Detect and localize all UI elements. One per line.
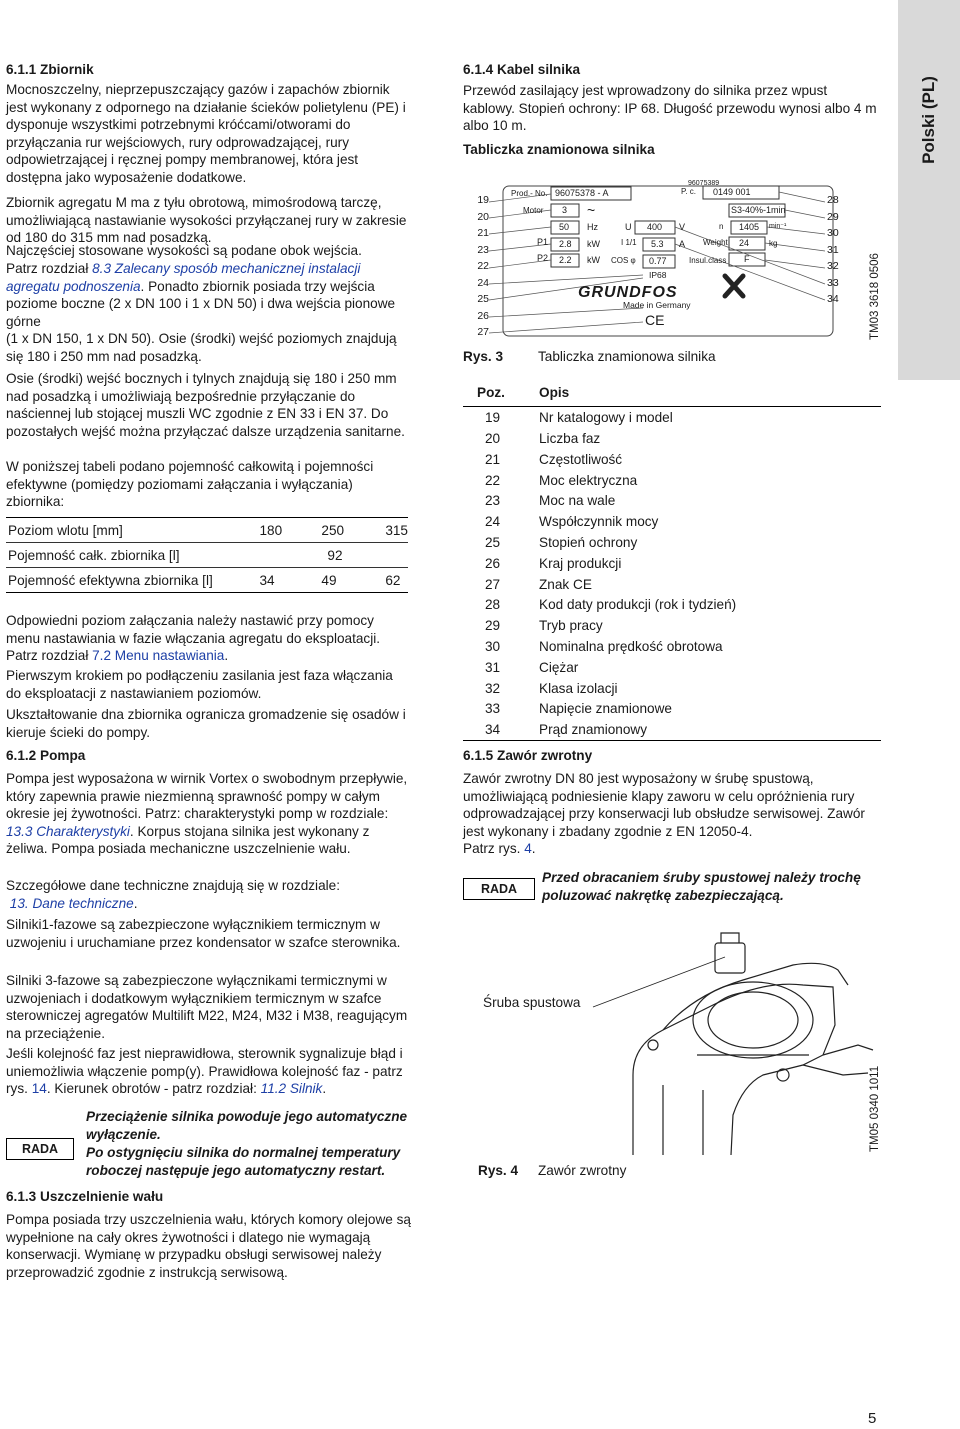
paragraph-phase-order <box>6 1045 411 1098</box>
check-valve-figure <box>463 925 881 1160</box>
callout: 25 <box>477 293 489 305</box>
table-row <box>463 594 881 615</box>
plate-ip-value: IP68 <box>649 270 667 280</box>
cell: Nr katalogowy i model <box>539 410 673 426</box>
cell: 20 <box>485 430 501 446</box>
cell: Kod daty produkcji (rok i tydzień) <box>539 597 737 613</box>
text: Patrz rozdział <box>6 261 93 276</box>
text: . Korpus stojana silnika jest wykonany z żeliwa. Pompa posiada mechaniczne uszczelnienie wału. <box>6 823 370 857</box>
cell: 27 <box>485 576 501 592</box>
nameplate-svg <box>463 180 883 345</box>
warning-line-1: Przeciążenie silnika powoduje jego automatyczne wyłączenie. <box>86 1109 408 1142</box>
callout: 26 <box>477 309 489 322</box>
callout: 30 <box>827 227 839 239</box>
text: . <box>531 841 536 857</box>
cell: 23 <box>485 493 501 509</box>
table-row <box>6 543 408 568</box>
plate-n-unit: min⁻¹ <box>769 223 787 230</box>
callout: 28 <box>827 194 839 206</box>
callout: 27 <box>477 326 489 338</box>
cell: Znak CE <box>539 576 592 592</box>
cell <box>383 543 408 568</box>
paragraph-bottom-shape: Ukształtowanie dna zbiornika ogranicza gromadzenie się osadów i kieruje ścieki do pompy. <box>6 707 406 740</box>
tm-code-valve: TM05 0340 1011 <box>869 1065 881 1152</box>
nameplate-left-numbers <box>463 192 489 341</box>
cell: 22 <box>485 472 501 488</box>
callout: 34 <box>827 293 839 305</box>
header-cell: Opis <box>539 382 881 406</box>
cell: 32 <box>485 680 501 696</box>
paragraph-tech-data <box>6 877 411 912</box>
plate-n-label: n <box>719 222 724 231</box>
paragraph-tank-4 <box>6 260 411 366</box>
heading-612: 6.1.2 Pompa <box>6 748 86 763</box>
rada-badge-2: RADA <box>463 878 535 900</box>
text: Pompa jest wyposażona w wirnik Vortex o swobodnym przepływie, który zapewnia prawie niezmienną sprawność pompy w całym okresie jej żywotności. Patrz: charakterystyki pomp w rozdziale: <box>6 771 408 822</box>
cell: Współczynnik mocy <box>539 514 659 530</box>
paragraph-shaft-seal: Pompa posiada trzy uszczelnienia wału, których komory olejowe są wypełnione na cały okres żywotności i dlatego nie wymagają konserwacji. Wymianę w przypadku obsługi serwisowej należy przeprowadzić zgodnie z instrukcją serwisową. <box>6 1212 411 1280</box>
plate-p2-unit: kW <box>587 255 600 265</box>
cell: 19 <box>485 410 501 426</box>
text: . <box>224 648 229 664</box>
link-section-13[interactable]: 13. Dane techniczne <box>9 895 134 911</box>
table-row <box>463 511 881 532</box>
text: Szczegółowe dane techniczne znajdują się w rozdziale: <box>6 878 340 893</box>
paragraph-check-valve <box>463 770 881 858</box>
plate-kg-unit: kg <box>769 239 778 248</box>
cell: Moc na wale <box>539 493 616 509</box>
paragraph-pump <box>6 770 411 858</box>
table-row <box>463 552 881 573</box>
paragraph-tank-3: Najczęściej stosowane wysokości są podane obok wejścia. <box>6 243 362 258</box>
language-tab-text-wrap <box>898 0 960 380</box>
link-section-72[interactable]: 7.2 Menu nastawiania <box>92 648 225 664</box>
grundfos-logo: GRUNDFOS <box>578 284 678 301</box>
cell: Nominalna prędkość obrotowa <box>539 638 723 654</box>
heading-611: 6.1.1 Zbiornik <box>6 62 94 77</box>
plate-u-value: 400 <box>647 222 663 232</box>
plate-made-in: Made in Germany <box>623 300 691 310</box>
cell: 62 <box>383 568 408 593</box>
text: (1 x DN 150, 1 x DN 50). Osie (środki) wejść poziomych znajdują się 180 i 250 mm nad posadzką. <box>6 331 397 364</box>
plate-pc-label: P. c. <box>681 187 696 196</box>
cell: 34 <box>463 719 539 740</box>
cell: 250 <box>319 518 383 543</box>
text: Zawór zwrotny DN 80 jest wyposażony w śrubę spustową, umożliwiającą podniesienie klapy zaworu w celu opróżnienia rury odprowadzającej przy konserwacji lub obsłudze serwisowej. Zawór jest wykonany i zbadany zgodnie z EN 12050-4. <box>463 771 865 839</box>
plate-u-label: U <box>625 222 632 232</box>
callout: 31 <box>827 243 839 256</box>
plate-p2-value: 2.2 <box>559 255 572 265</box>
cell: Pojemność efektywna zbiornika [l] <box>6 568 258 593</box>
plate-motor-label: Motor <box>523 206 544 215</box>
cell: Częstotliwość <box>539 451 623 467</box>
check-valve-svg <box>463 925 881 1160</box>
drain-screw-label: Śruba spustowa <box>483 995 581 1010</box>
cell: 24 <box>485 514 501 530</box>
plate-weight-label: Weight <box>703 238 728 247</box>
text: Jeśli kolejność faz jest nieprawidłowa, sterownik sygnalizuje błąd i uniemożliwia włączenie pomp(y). Prawidłowa kolejność faz - patrz rys. <box>6 1046 403 1097</box>
figure-3-number: Rys. 3 <box>463 349 504 364</box>
plate-p1-unit: kW <box>587 239 600 249</box>
plate-prod-label: Prod.- No. <box>511 189 548 198</box>
callout: 21 <box>477 227 489 239</box>
plate-cos-value: 0.77 <box>649 256 667 266</box>
cell: Liczba faz <box>539 430 601 446</box>
plate-p1-label: P1 <box>537 237 549 247</box>
link-section-112[interactable]: 11.2 Silnik <box>260 1081 323 1097</box>
plate-n-value: 1405 <box>739 222 760 232</box>
plate-i-value: 5.3 <box>651 239 664 249</box>
cell: 29 <box>485 618 501 634</box>
plate-motor-value: 3 <box>562 205 568 215</box>
link-figure-4[interactable]: 4 <box>524 841 532 857</box>
plate-s3-value: S3-40%-1min <box>731 205 786 215</box>
table-row <box>463 406 881 427</box>
table-row <box>463 490 881 511</box>
callout: 24 <box>477 276 489 289</box>
paragraph-tank-5: Osie (środki) wejść bocznych i tylnych znajdują się 180 i 250 mm nad posadzką i umożliwiają bezpośrednie przyłączanie do naściennej lub stojącej muszli WC zgodnie z EN 33 i EN 37. Do pozostałych wejść można przyłączać dalsze urządzenia sanitarne. <box>6 371 405 439</box>
callout: 33 <box>827 276 839 289</box>
position-table <box>463 382 881 741</box>
paragraph-first-step: Pierwszym krokiem po podłączeniu zasilania jest faza włączania do eksploatacji z nastawianiem poziomów. <box>6 668 393 701</box>
callout: 19 <box>477 194 489 206</box>
text: Odpowiedni poziom załączania należy nastawić przy pomocy menu nastawiania w fazie włączania agregatu do eksploatacji. Patrz rozdział <box>6 613 381 664</box>
table-row <box>463 615 881 636</box>
link-section-133[interactable]: 13.3 Charakterystyki <box>6 823 130 839</box>
heading-613: 6.1.3 Uszczelnienie wału <box>6 1189 164 1204</box>
warning-line-2: Po ostygnięciu silnika do normalnej temperatury roboczej następuje jego automatyczny restart. <box>86 1145 401 1178</box>
plate-p1-value: 2.8 <box>559 239 572 249</box>
plate-hz-unit: Hz <box>587 222 598 232</box>
plate-insul-label: Insul.class <box>689 256 727 265</box>
warning-overload <box>86 1108 416 1180</box>
table-row <box>6 568 408 593</box>
text: . <box>133 895 138 911</box>
table-row <box>463 719 881 740</box>
tank-volume-table <box>6 517 408 593</box>
plate-v-unit: V <box>679 222 686 232</box>
cell: 21 <box>485 451 501 467</box>
plate-hz-value: 50 <box>559 222 570 232</box>
language-label: Polski (PL) <box>919 76 938 164</box>
paragraph-cable: Przewód zasilający jest wprowadzony do silnika przez wpust kablowy. Stopień ochrony: IP 68. Długość przewodu wynosi albo 4 m albo 10 m. <box>463 83 877 134</box>
paragraph-tank-6: W poniższej tabeli podano pojemność całkowitą i pojemności efektywne (pomiędzy poziomami załączania i wyłączania) zbiornika: <box>6 459 374 510</box>
plate-pc-value: 0149 001 <box>713 187 751 197</box>
table-row <box>463 573 881 594</box>
callout: 20 <box>477 210 489 223</box>
plate-code-top: 96075389 <box>688 180 720 187</box>
table-row <box>463 428 881 449</box>
callout: 23 <box>477 243 489 256</box>
text: . Kierunek obrotów - patrz rozdział: <box>46 1081 261 1097</box>
table-row <box>463 469 881 490</box>
callout: 29 <box>827 210 839 223</box>
cell: Klasa izolacji <box>539 680 618 696</box>
text: Patrz rys. <box>463 841 525 857</box>
cell: Pojemność całk. zbiornika [l] <box>6 543 258 568</box>
table-row <box>463 636 881 657</box>
plate-p2-label: P2 <box>537 253 549 263</box>
tm-code-nameplate: TM03 3618 0506 <box>869 253 881 340</box>
cell: Poziom wlotu [mm] <box>6 518 258 543</box>
plate-prod-value: 96075378 - A <box>555 188 609 198</box>
text: . <box>322 1081 327 1097</box>
rada-badge-1: RADA <box>6 1138 74 1160</box>
paragraph-level <box>6 612 411 665</box>
callout: 32 <box>827 260 839 272</box>
nameplate-right-numbers <box>827 192 853 308</box>
cell: 33 <box>485 701 501 717</box>
link-section-83[interactable]: 8.3 Zalecany sposób mechanicznej instalacji agregatu podnoszenia <box>6 261 361 294</box>
nameplate-figure <box>463 180 883 345</box>
table-row <box>463 448 881 469</box>
plate-cos-label: COS φ <box>611 256 636 265</box>
plate-a-unit: A <box>679 239 686 249</box>
table-row <box>463 656 881 677</box>
ce-mark: CE <box>645 312 665 328</box>
cell: 34 <box>258 568 320 593</box>
link-figure-14[interactable]: 14 <box>31 1081 47 1097</box>
table-row <box>463 677 881 698</box>
heading-614: 6.1.4 Kabel silnika <box>463 62 581 77</box>
cell: Prąd znamionowy <box>539 719 881 740</box>
plate-weight-value: 24 <box>739 238 750 248</box>
cell: 315 <box>383 518 408 543</box>
cell: 92 <box>319 543 383 568</box>
callout: 22 <box>477 260 489 272</box>
paragraph-three-phase: Silniki 3-fazowe są zabezpieczone wyłącznikami termicznymi w uzwojeniach i dodatkowym wyłącznikiem termicznym w szafce sterowniczej agregatów Multilift M22, M24, M32 i M38, reagującym na przeciążenie. <box>6 973 408 1041</box>
figure-4-number: Rys. 4 <box>478 1163 519 1178</box>
cell: Moc elektryczna <box>539 472 638 488</box>
figure-3-caption: Tabliczka znamionowa silnika <box>538 349 716 364</box>
plate-i-label: I 1/1 <box>621 238 637 247</box>
cell: Kraj produkcji <box>539 555 622 571</box>
page-number: 5 <box>868 1410 877 1427</box>
table-row <box>463 698 881 719</box>
cell: Ciężar <box>539 659 579 675</box>
cell: 25 <box>485 534 501 550</box>
cell: 28 <box>485 597 501 613</box>
cell: Tryb pracy <box>539 618 603 634</box>
paragraph-tank-2: Zbiornik agregatu M ma z tyłu obrotową, mimośrodową tarczę, umożliwiającą nastawianie wysokości przyłączanej rury w zakresie od 180 do 315 mm nad posadzką. <box>6 195 407 246</box>
cell: 49 <box>319 568 383 593</box>
cell: 31 <box>485 659 501 675</box>
cell: 30 <box>485 638 501 654</box>
cell: Stopień ochrony <box>539 534 638 550</box>
figure-4-caption: Zawór zwrotny <box>538 1163 627 1178</box>
cell: 26 <box>485 555 501 571</box>
heading-615: 6.1.5 Zawór zwrotny <box>463 748 593 763</box>
warning-drain-screw: Przed obracaniem śruby spustowej należy trochę poluzować nakrętkę zabezpieczającą. <box>542 870 861 903</box>
cell <box>258 543 320 568</box>
plate-insul-value: F <box>744 254 750 264</box>
table-row <box>463 532 881 553</box>
paragraph-single-phase: Silniki1-fazowe są zabezpieczone wyłącznikiem termicznym w uzwojeniu i uruchamiane przez kondensator w szafce sterownika. <box>6 917 401 950</box>
table-row <box>6 518 408 543</box>
cell: Napięcie znamionowe <box>539 701 672 717</box>
header-cell: Poz. <box>463 382 539 406</box>
table-header-row <box>463 382 881 406</box>
paragraph-tank-1: Mocnoszczelny, nieprzepuszczający gazów i zapachów zbiornik jest wykonany z odpornego na działanie ścieków polietylenu (PE) i dysponuje wszystkimi potrzebnymi króćcami/otworami do przyłączania rur wejściowych, rury odprowadzającej, rury odpowietrzającej i ręcznej pompy membranowej, która jest dostępna jako wyposażenie dodatkowe. <box>6 82 406 185</box>
cell: 180 <box>258 518 320 543</box>
heading-nameplate: Tabliczka znamionowa silnika <box>463 142 655 157</box>
plate-tilde: ~ <box>587 202 596 218</box>
text: . Ponadto zbiornik posiada trzy wejścia poziome boczne (2 x DN 100 i 1 x DN 50) i dwa wejścia pionowe górne <box>6 278 396 329</box>
